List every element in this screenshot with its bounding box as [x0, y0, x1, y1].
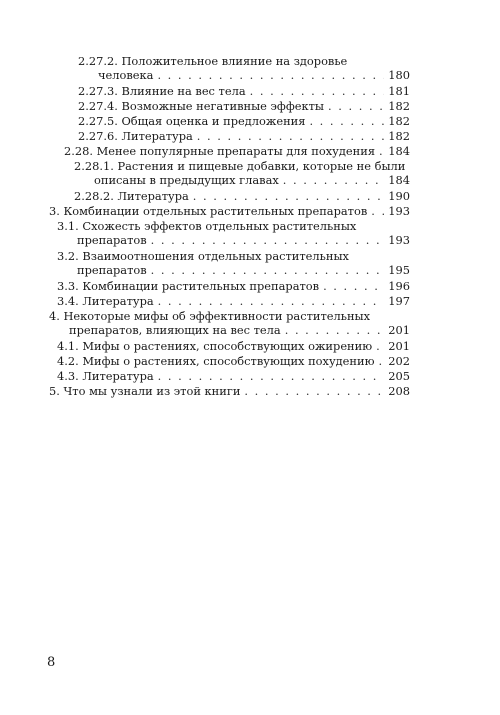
toc-entry	[57, 369, 410, 383]
toc-entry-title: 3.2. Взаимоотношения отдельных растительных	[57, 249, 349, 263]
toc-entry	[78, 84, 410, 98]
toc-entry	[57, 339, 410, 353]
toc-entry-title: 4.2. Мифы о растениях, способствующих похудению	[57, 354, 375, 368]
leader-dots	[323, 279, 384, 293]
leader-dots	[328, 99, 384, 113]
toc-entry-title-continued: препаратов, влияющих на вес тела	[69, 323, 281, 338]
toc-page-number: 205	[388, 369, 410, 383]
toc-entry	[49, 384, 410, 398]
leader-dots	[197, 129, 384, 143]
toc-entry-title: 2.27.2. Положительное влияние на здоровье	[78, 54, 348, 68]
toc-entry	[57, 249, 410, 277]
toc-entry-title: 4.3. Литература	[57, 369, 154, 383]
leader-dots	[379, 144, 384, 158]
leader-dots	[309, 114, 384, 128]
toc-entry-title-continued: препаратов	[77, 233, 147, 248]
toc-entry	[57, 219, 410, 247]
toc-page-number: 180	[388, 68, 410, 83]
toc-entry-title: 3.1. Схожесть эффектов отдельных растительных	[57, 219, 357, 233]
toc-entry	[78, 99, 410, 113]
toc-entry	[57, 354, 410, 368]
leader-dots	[371, 204, 384, 218]
toc-page-number: 193	[388, 204, 410, 218]
toc-entry	[78, 114, 410, 128]
toc-page-number: 182	[388, 114, 410, 128]
toc-entry-title-continued: препаратов	[77, 263, 147, 278]
toc-entry-title: 5. Что мы узнали из этой книги	[49, 384, 241, 398]
toc-entry-title-continued: описаны в предыдущих главах	[94, 173, 279, 188]
toc-page-number: 182	[388, 99, 410, 113]
toc-entry-title: 4. Некоторые мифы об эффективности растительных	[49, 309, 371, 323]
toc-entry-title: 3. Комбинации отдельных растительных препаратов	[49, 204, 368, 218]
toc-entry-title: 4.1. Мифы о растениях, способствующих ожирению	[57, 339, 373, 353]
toc-page-number: 196	[388, 279, 410, 293]
page-number: 8	[47, 655, 56, 670]
leader-dots	[151, 263, 385, 277]
toc-entry	[57, 294, 410, 308]
leader-dots	[151, 233, 385, 247]
toc-page-number: 190	[388, 189, 410, 203]
toc-entry-title: 2.28. Менее популярные препараты для похудения	[64, 144, 376, 158]
leader-dots	[283, 173, 384, 187]
toc-page-number: 193	[388, 233, 410, 248]
leader-dots	[244, 384, 384, 398]
toc-entry	[74, 159, 410, 187]
leader-dots	[250, 84, 385, 98]
toc-page-number: 181	[388, 84, 410, 98]
toc-page-number: 208	[388, 384, 410, 398]
toc-entry-title: 3.4. Литература	[57, 294, 154, 308]
toc-page-number: 202	[388, 354, 410, 368]
toc-page-number: 201	[388, 323, 410, 338]
toc-entry	[64, 144, 410, 158]
toc-entry-title: 2.27.4. Возможные негативные эффекты	[78, 99, 324, 113]
toc-page-number: 201	[388, 339, 410, 353]
toc-page-number: 184	[388, 144, 410, 158]
toc-entry	[78, 54, 410, 82]
toc-page-number: 197	[388, 294, 410, 308]
toc-page-number: 182	[388, 129, 410, 143]
toc-entry-title: 2.27.3. Влияние на вес тела	[78, 84, 246, 98]
toc-entry-title: 2.27.5. Общая оценка и предложения	[78, 114, 306, 128]
toc-entry	[57, 279, 410, 293]
toc-page-number: 184	[388, 173, 410, 188]
toc-page-number: 195	[388, 263, 410, 278]
leader-dots	[158, 294, 385, 308]
toc-entry	[78, 129, 410, 143]
toc-entry-title: 2.27.6. Литература	[78, 129, 193, 143]
toc-entry-title: 3.3. Комбинации растительных препаратов	[57, 279, 320, 293]
toc-entry	[49, 204, 410, 218]
leader-dots	[379, 354, 385, 368]
leader-dots	[158, 369, 385, 383]
toc-entry	[74, 189, 410, 203]
leader-dots	[285, 323, 385, 337]
leader-dots	[157, 68, 384, 82]
toc-entry-title: 2.28.1. Растения и пищевые добавки, которые не были	[74, 159, 406, 173]
toc-entry	[49, 309, 410, 337]
leader-dots	[376, 339, 384, 353]
toc-entry-title-continued: человека	[98, 68, 154, 83]
toc-entry-title: 2.28.2. Литература	[74, 189, 189, 203]
leader-dots	[193, 189, 384, 203]
